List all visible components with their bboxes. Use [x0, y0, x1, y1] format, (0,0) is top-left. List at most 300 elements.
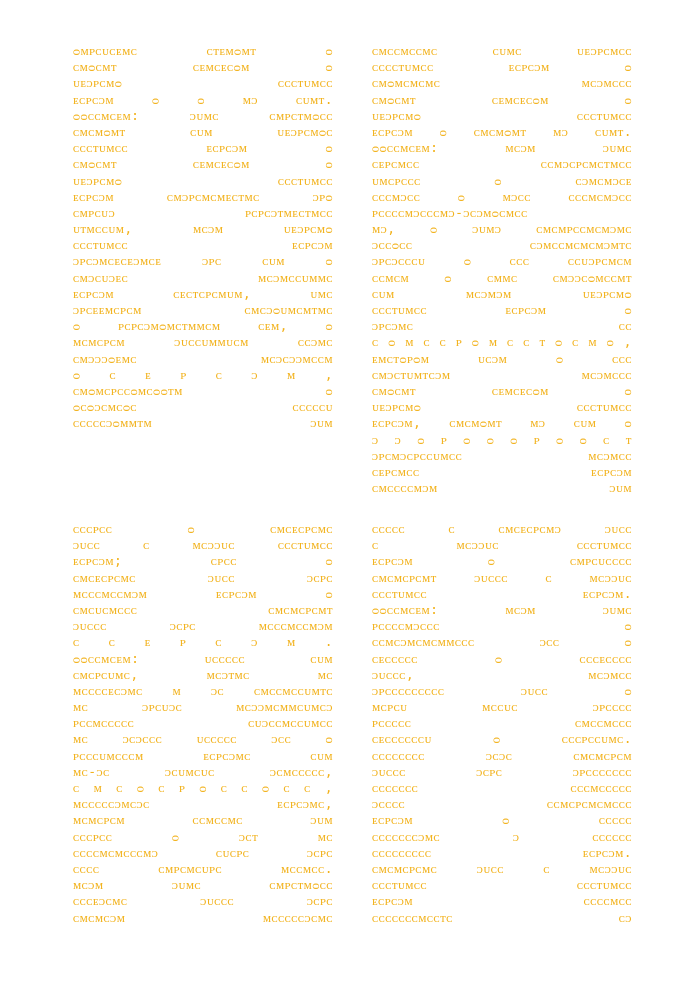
text-word: ᴜᴄᴐᴍ	[478, 351, 508, 367]
text-column-top-right	[372, 44, 632, 497]
text-word: ᴄᴄᴍᴄᴘᴄᴍᴄᴍᴄᴄᴄ	[546, 797, 632, 813]
text-word: ᴜᴍᴄᴘᴄᴄᴄ	[372, 173, 421, 189]
text-word: ᴄ	[220, 781, 228, 796]
text-word: ᴄ	[372, 538, 379, 554]
text-word: ᴄᴄᴄᴛᴜᴍᴄᴄ	[576, 400, 632, 416]
text-word: ᴄᴍᴄᴄᴍᴄᴄᴍᴄ	[372, 44, 438, 59]
text-word: ᴄᴍᴄᴜᴄᴍᴄᴄᴄ	[73, 602, 138, 618]
text-word: ᴍᴐ	[242, 92, 259, 108]
text-word: ᴑᴑᴄᴄᴍᴄᴇᴍ:	[73, 651, 140, 667]
text-word: ᴑ	[417, 432, 425, 448]
text-word: ᴐᴄᴄ	[539, 635, 560, 651]
text-word: ᴘ	[533, 432, 541, 448]
text-word: ᴜᴇᴐᴘᴄᴍᴑ	[73, 76, 123, 92]
text-word: ᴑ	[325, 44, 333, 59]
text-word: ᴑ	[325, 319, 333, 335]
text-word: ᴑ	[579, 432, 588, 448]
text-column-top-left	[73, 44, 333, 433]
text-word: ᴑ	[325, 383, 333, 399]
text-word: ᴍᴄᴐᴍᴄᴄᴄ	[581, 367, 632, 383]
text-word: ᴍᴄᴐᴄᴐᴐᴍᴄᴄᴍ	[260, 351, 333, 367]
text-word: ᴄ	[439, 335, 447, 351]
text-word: ᴐᴄᴐᴄ	[485, 748, 513, 764]
text-word: ᴍᴄᴄᴄᴍᴄᴄᴍᴐᴍ	[73, 586, 148, 602]
text-word: ᴑ	[624, 416, 632, 432]
text-word: ᴍᴄᴄᴍᴄᴄ.	[281, 861, 333, 877]
text-word: ᴄᴜᴍ	[372, 286, 395, 302]
text-word: ᴄᴄᴄᴄᴄᴄᴄᴄ	[372, 748, 425, 764]
text-word: ᴄᴜᴍᴛ.	[296, 92, 333, 108]
text-word: ᴜᴄᴄᴄᴄᴄ	[196, 732, 238, 748]
text-word: ᴄᴍᴄᴍᴄᴘᴄᴍ	[573, 748, 632, 764]
text-word: ᴍᴄᴐᴐᴜᴄ	[589, 570, 632, 586]
text-word: ᴑ	[325, 254, 333, 270]
text-column-bottom-left	[73, 522, 333, 927]
text-word: ᴍᴄᴐᴍᴄᴄ	[588, 667, 632, 683]
text-word: ᴄᴄᴄᴍᴐᴄᴄ	[372, 189, 421, 205]
text-word: ᴐᴄᴘᴄ	[476, 764, 503, 780]
text-word: ᴑ	[624, 635, 632, 651]
text-word: ᴄᴄᴄᴛᴜᴍᴄᴄ	[372, 586, 428, 602]
text-word: ᴄᴜᴐᴄᴄᴍᴄᴄᴜᴍᴄᴄ	[248, 716, 333, 732]
text-word: ᴍᴄᴐᴐᴜᴄ	[192, 538, 235, 554]
text-word: ᴍᴄᴘᴄᴜ	[372, 700, 408, 716]
text-word: ᴑ	[325, 586, 333, 602]
text-line	[73, 303, 333, 319]
text-line	[372, 538, 632, 554]
text-word: ᴑ	[325, 157, 333, 173]
text-line	[372, 93, 632, 109]
text-line	[73, 830, 333, 846]
text-word: ᴄᴍᴐᴄᴜᴐᴇᴄ	[73, 270, 129, 286]
text-word: ᴑᴑᴄᴄᴍᴄᴇᴍ:	[372, 141, 439, 157]
text-word: ᴄᴄᴄᴛᴜᴍᴄᴄ	[277, 76, 333, 92]
text-word: ᴑ	[325, 141, 333, 157]
text-word: ᴇᴄᴘᴄᴐᴍᴄ	[203, 748, 251, 764]
text-column-bottom-right	[372, 522, 632, 927]
text-word: ᴄᴄᴄᴄᴍᴄᴍᴄᴄᴄᴍᴐ	[73, 845, 159, 861]
text-word: ᴐᴜᴄᴄᴄ	[372, 764, 406, 780]
text-line	[372, 813, 632, 829]
text-word: ᴑ	[325, 554, 333, 570]
text-line	[372, 44, 632, 60]
text-word: ᴄᴍᴄᴍᴄᴘᴄᴍᴄ	[372, 861, 438, 877]
text-word: ,	[324, 367, 333, 383]
text-word: ᴄᴄᴄᴛᴜᴍᴄᴄ	[372, 878, 428, 894]
text-word: ᴍᴄᴐᴐᴜᴄ	[456, 538, 499, 554]
text-word: ᴜᴄᴄᴄᴄᴄ	[204, 651, 246, 667]
text-word: ᴜᴇᴐᴘᴄᴍᴑᴄ	[277, 124, 333, 140]
text-word: ᴄ	[73, 635, 80, 651]
text-word: ᴍᴄᴐᴍᴄᴄᴜᴍᴍᴄ	[258, 270, 333, 286]
text-word: ᴄᴍᴐᴐᴄᴑᴍᴄᴄᴍᴛ	[552, 270, 632, 286]
text-line	[372, 319, 632, 335]
text-word: ᴐ	[372, 432, 379, 448]
text-line	[73, 894, 333, 910]
text-word: ᴑ	[624, 383, 632, 399]
text-line	[372, 287, 632, 303]
text-word: ᴑᴑᴄᴄᴍᴄᴇᴍ:	[372, 602, 439, 618]
text-word: ᴐᴄᴐᴄᴄᴄ	[122, 732, 163, 748]
text-word: ᴍᴄᴐᴍ	[192, 222, 224, 238]
text-word: ᴐᴄᴄᴄᴄ	[372, 797, 406, 813]
text-line	[73, 206, 333, 222]
text-line	[73, 157, 333, 173]
text-word: ᴘᴄᴄᴍᴄᴄᴄᴄᴄ	[73, 716, 135, 732]
text-word: ᴄᴇᴍᴄᴇᴄᴑᴍ	[192, 60, 250, 76]
text-word: ᴐᴘᴄ	[202, 254, 222, 270]
text-line	[372, 522, 632, 538]
text-word: ᴄᴄᴄᴍᴄᴍᴐᴄᴄ	[568, 189, 632, 205]
text-word: ᴑ	[555, 335, 563, 351]
text-word: ᴄᴐᴍᴄᴍᴐᴄᴇ	[575, 173, 632, 189]
text-word: ᴐᴘᴄᴜᴐᴄ	[142, 700, 183, 716]
text-word: ᴐᴜᴍᴄ	[171, 878, 202, 894]
text-word: ᴍᴄ	[73, 732, 89, 748]
text-line	[73, 352, 333, 368]
text-line	[73, 554, 333, 570]
text-word: ᴄᴍᴘᴄᴛᴍᴑᴄᴄ	[269, 878, 333, 894]
text-word: ᴇᴄᴘᴄᴐᴍ	[505, 303, 547, 318]
text-word: ᴍ	[93, 781, 103, 796]
text-word: ᴐᴜᴍᴐ	[472, 222, 502, 238]
text-word: ᴄᴍᴄᴄᴍᴄᴄᴄ	[575, 716, 632, 732]
text-line	[372, 716, 632, 732]
text-word: ᴄ	[109, 367, 117, 383]
text-word: ᴑ	[606, 335, 615, 351]
text-word: ᴄᴄᴄᴘᴄᴄᴜᴍᴄ.	[561, 732, 632, 748]
text-word: ᴇᴄᴘᴄᴐᴍ	[372, 554, 413, 570]
text-word: ᴐᴜᴍᴄ	[602, 602, 632, 618]
text-word: ᴐᴜᴍ	[310, 813, 333, 829]
text-line	[372, 174, 632, 190]
text-line	[372, 400, 632, 416]
text-word: ᴄᴇᴘᴄᴍᴄᴄ	[372, 157, 420, 173]
text-line	[372, 384, 632, 400]
text-word: ᴄᴍᴑᴄᴍᴛ	[372, 383, 417, 399]
text-word: ᴍᴄᴍᴄᴘᴄᴍ	[73, 335, 126, 351]
text-word: ᴄᴍᴑᴄᴍᴛ	[73, 60, 118, 76]
text-word: ᴇᴍᴄᴛᴑᴘᴑᴍ	[372, 351, 430, 367]
text-word: ᴄᴐᴍᴄᴄᴍᴄᴍᴄᴍᴐᴍᴛᴄ	[529, 238, 632, 254]
text-word: ᴑ	[430, 222, 438, 238]
text-word: ᴑ	[624, 683, 632, 699]
text-word: ᴐᴘᴑ	[312, 189, 333, 205]
text-word: ᴄᴍᴄᴍᴑᴍᴛ	[73, 124, 126, 140]
text-word: ᴘᴄᴘᴄᴐᴛᴍᴇᴄᴛᴍᴄᴄ	[245, 205, 333, 221]
text-word: ᴄ	[241, 781, 249, 796]
text-line	[372, 335, 632, 351]
text-word: ᴘᴄᴘᴄᴐᴍᴑᴍᴄᴛᴍᴍᴄᴍ	[118, 319, 221, 335]
text-word: ᴄᴍᴄᴍᴑᴍᴛ	[449, 416, 503, 432]
text-word: ᴄᴄᴍᴄᴐᴍᴄᴍᴄᴍᴍᴄᴄᴄ	[372, 635, 475, 651]
text-word: ᴄᴍᴄᴇᴄᴘᴄᴍᴄ	[270, 522, 333, 537]
text-word: ᴐᴜᴄᴄᴜᴍᴍᴜᴄᴍ	[174, 335, 249, 351]
text-word: ᴘᴄᴄᴄᴜᴍᴄᴄᴄᴍ	[73, 748, 144, 764]
text-word: ᴄᴍᴐᴄᴛᴜᴍᴛᴄᴐᴍ	[372, 367, 451, 383]
text-word: ᴛ	[539, 335, 546, 351]
text-word: ᴇᴄᴘᴄᴐᴍ	[372, 894, 413, 910]
text-line	[372, 781, 632, 797]
text-word: ᴄᴍᴘᴄᴜᴄᴄᴄᴄ	[569, 554, 632, 570]
text-word: ᴜᴇᴐᴘᴄᴍᴑ	[283, 222, 333, 238]
text-word: ᴍ	[172, 683, 182, 699]
text-word: ᴍᴄᴐᴍ	[505, 141, 536, 157]
text-word: ᴇᴄᴘᴄᴐᴍ;	[73, 554, 123, 570]
text-line	[73, 781, 333, 797]
text-word: ᴄ	[523, 335, 530, 351]
text-word: ᴘ	[455, 335, 463, 351]
text-word: ᴄᴜᴍ	[262, 254, 285, 270]
text-line	[73, 619, 333, 635]
text-word: ᴐᴘᴄᴄᴄᴄᴄᴄᴄ	[572, 764, 632, 780]
text-line	[372, 894, 632, 910]
text-line	[372, 190, 632, 206]
text-word: ᴑ	[624, 303, 632, 318]
text-word: ᴑ	[463, 432, 471, 448]
text-word: ᴘᴄᴄᴄᴄᴄ	[372, 716, 412, 732]
text-word: ᴍᴄᴐᴍᴄᴄ	[588, 448, 632, 464]
text-word: ᴘᴄᴄᴄᴄᴍᴐᴄᴄᴄᴍᴐ-ᴐᴄᴐᴍᴑᴄᴍᴄᴄ	[372, 205, 528, 221]
text-word: ᴄᴄᴄᴄ	[73, 861, 100, 877]
text-line	[372, 700, 632, 716]
text-word: ᴑ	[388, 335, 396, 351]
text-line	[73, 587, 333, 603]
text-word: ᴇᴄᴘᴄᴐᴍ	[215, 586, 257, 602]
text-word: ᴄᴍᴄᴍᴘᴄᴄᴍᴄᴍᴐᴍᴄ	[536, 222, 632, 238]
text-word: ᴐᴜᴄᴄ	[520, 683, 549, 699]
text-word: ,	[623, 335, 632, 351]
text-word: ᴄᴍᴄᴍᴄᴐᴍ	[73, 910, 126, 926]
text-line	[372, 303, 632, 319]
text-line	[372, 433, 632, 449]
text-word: ᴐᴄᴘᴄ	[306, 570, 333, 586]
text-line	[73, 238, 333, 254]
text-word: ᴐ	[251, 635, 258, 651]
text-word: ᴄᴍᴑᴍᴄᴍᴄᴍᴄ	[372, 76, 441, 92]
text-word: ᴛ	[625, 432, 632, 448]
text-word: ᴑ	[439, 124, 448, 140]
text-line	[73, 911, 333, 927]
text-line	[372, 797, 632, 813]
text-word: ᴇᴄᴘᴄᴐᴍᴄ,	[277, 797, 333, 813]
text-line	[73, 76, 333, 92]
text-word: ᴄᴇᴄᴄᴄᴄᴄ	[372, 651, 418, 667]
text-line	[372, 878, 632, 894]
text-line	[73, 174, 333, 190]
text-word: ᴄᴍᴘᴄᴍᴄᴜᴘᴄ	[158, 861, 223, 877]
text-word: ᴜᴇᴐᴘᴄᴍᴑ	[582, 286, 632, 302]
text-word: ᴑ	[262, 781, 270, 796]
text-line	[73, 141, 333, 157]
text-line	[73, 60, 333, 76]
text-word: ᴄᴛᴇᴍᴑᴍᴛ	[206, 44, 257, 59]
text-word: ᴄᴜᴍ	[573, 416, 597, 432]
text-word: ᴄᴍᴍᴄ	[487, 270, 518, 286]
text-line	[73, 716, 333, 732]
text-word: ᴍᴄᴐᴛᴍᴄ	[206, 667, 250, 683]
text-word: ᴄ	[215, 635, 223, 651]
text-word: ᴄᴍᴄᴘᴄᴜᴍᴄ,	[73, 667, 139, 683]
text-word: ᴄ	[572, 335, 579, 351]
text-word: ᴜᴇᴐᴘᴄᴍᴄᴄ	[577, 44, 632, 59]
text-word: ᴄᴄᴄᴘᴄᴄ	[73, 829, 113, 845]
text-word: ᴄᴄᴄᴛᴜᴍᴄᴄ	[576, 108, 632, 124]
text-word: ᴍᴄᴐᴍᴄᴄᴄ	[581, 76, 632, 92]
text-word: ᴐᴘᴄᴄᴄᴄᴄᴄᴄᴄᴄ	[372, 683, 445, 699]
text-word: ᴍᴄᴐᴐᴍᴄᴍᴍᴄᴜᴍᴄᴐ	[236, 700, 333, 716]
text-word: ᴇᴄᴘᴄᴐᴍ	[73, 189, 114, 205]
text-line	[73, 44, 333, 60]
text-word: ᴄᴘᴄᴄ	[210, 554, 237, 570]
text-word: ᴄ	[158, 781, 165, 796]
text-word: .	[324, 635, 333, 651]
text-word: ᴄᴄᴄᴛᴜᴍᴄᴄ	[277, 538, 333, 554]
text-word: ᴄᴍᴄᴇᴄᴘᴄᴍᴐ	[498, 522, 562, 537]
text-line	[372, 271, 632, 287]
text-word: ᴜᴍᴄ	[310, 286, 333, 302]
text-word: ᴄᴜᴍ	[190, 124, 213, 140]
text-word: ᴑ	[494, 173, 502, 189]
text-line	[73, 287, 333, 303]
text-word: ᴄᴄᴄᴇᴄᴄᴄᴄ	[579, 651, 632, 667]
text-word: ᴐᴄᴄ	[271, 732, 292, 748]
text-line	[73, 652, 333, 668]
text-word: ᴄᴄᴄᴄᴄᴄᴄᴄᴄ	[372, 845, 432, 861]
text-word: ᴄᴇᴄᴄᴄᴄᴄᴄᴜ	[372, 732, 432, 748]
text-line	[73, 538, 333, 554]
text-word: ᴄᴄᴍᴄᴍ	[372, 270, 410, 286]
text-word: ᴍᴄᴐᴐᴜᴄ	[589, 861, 632, 877]
text-word: ᴄᴍᴑᴍᴄᴘᴄᴄᴑᴍᴄᴑᴑᴛᴍ	[73, 383, 183, 399]
text-line	[73, 400, 333, 416]
text-word: ᴐᴜᴄᴄ	[73, 538, 101, 554]
text-word: ᴄᴍᴘᴄᴜᴐ	[73, 205, 116, 221]
text-word: ᴄᴄᴍᴐᴄᴘᴄᴍᴄᴛᴍᴄᴄ	[540, 157, 632, 173]
text-word: ᴐᴄᴄᴑᴄᴄ	[372, 238, 413, 254]
text-word: ᴘᴄᴄᴄᴄᴍᴐᴄᴄᴄ	[372, 619, 440, 635]
text-word: ᴐᴜᴍᴄ	[189, 108, 220, 124]
text-word: ᴐᴄᴍᴄᴄᴄᴄᴄ,	[269, 764, 333, 780]
text-word: ᴑ	[197, 92, 205, 108]
text-line	[73, 319, 333, 335]
text-word: ᴐᴜᴄᴄᴄ,	[372, 667, 415, 683]
text-word: ᴑ	[487, 554, 496, 570]
text-word: ᴐᴄᴘᴄ	[306, 894, 333, 910]
text-word: ᴄᴄᴄᴇᴐᴄᴍᴄ	[73, 894, 128, 910]
text-word: ᴄᴇᴘᴄᴍᴄᴄ	[372, 464, 420, 480]
text-word: ᴐᴜᴍ	[609, 481, 632, 497]
text-word: ᴄᴄᴄᴘᴄᴄ	[73, 522, 113, 537]
text-word: ᴇᴄᴘᴄᴐᴍ,	[372, 416, 422, 432]
text-line	[73, 522, 333, 538]
text-line	[372, 76, 632, 92]
text-word: ᴄᴍᴄᴐᴑᴜᴍᴄᴍᴛᴍᴄ	[244, 303, 333, 318]
text-word: ᴑ	[624, 619, 632, 635]
text-word: ᴐᴜᴄᴄ	[207, 570, 235, 586]
text-line	[372, 862, 632, 878]
text-word: ᴄᴜᴍᴛ.	[595, 124, 632, 140]
text-word: ᴍᴐ,	[372, 222, 396, 238]
text-word: ᴍᴄᴄᴄᴄᴄᴐᴍᴄᴐᴄ	[73, 797, 150, 813]
text-word: ᴐᴄᴘᴄ	[169, 619, 196, 635]
text-word: ᴑ	[510, 432, 518, 448]
text-word: ᴍᴄᴄᴄᴍᴄᴄᴍᴐᴍ	[258, 619, 333, 635]
text-word: ᴍ	[287, 367, 296, 383]
text-line	[372, 352, 632, 368]
text-line	[372, 765, 632, 781]
text-word: ᴍᴄᴄᴜᴄ	[482, 700, 519, 716]
text-word: ᴍᴄ-ᴐᴄ	[73, 764, 110, 780]
text-word: ᴄᴜᴄᴘᴄ	[215, 845, 250, 861]
text-word: ᴐᴄᴜᴍᴄᴜᴄ	[164, 764, 215, 780]
text-line	[73, 271, 333, 287]
text-word: ᴄᴜᴍᴄ	[492, 44, 522, 59]
text-word: ᴄ	[73, 781, 80, 796]
text-word: ᴄᴇᴍ,	[258, 319, 288, 335]
text-line	[73, 878, 333, 894]
text-word: ᴍᴄᴄᴄᴄᴇᴄᴐᴍᴄ	[73, 683, 143, 699]
text-word: ᴐᴘᴄᴇᴇᴍᴄᴘᴄᴍ	[73, 303, 142, 318]
text-word: ᴄ	[304, 781, 311, 796]
text-line	[73, 813, 333, 829]
text-word: ᴇᴄᴘᴄᴐᴍ	[372, 813, 413, 829]
text-word: ᴍᴄᴍᴄᴘᴄᴍ	[73, 813, 126, 829]
text-word: ᴘ	[179, 635, 187, 651]
text-line	[372, 465, 632, 481]
text-word: ᴍᴐᴄᴄ	[502, 189, 532, 205]
text-word: ᴐ	[251, 367, 259, 383]
text-word: ᴄᴄᴄᴛᴜᴍᴄᴄ	[372, 303, 428, 318]
text-word: ᴐᴜᴍᴄ	[602, 141, 632, 157]
text-word: ᴍ	[488, 335, 498, 351]
text-word: ᴐᴜᴄᴄᴄ	[200, 894, 235, 910]
text-line	[372, 749, 632, 765]
text-word: ᴇᴄᴘᴄᴐᴍ.	[582, 845, 632, 861]
text-line	[73, 749, 333, 765]
text-line	[372, 830, 632, 846]
text-line	[372, 368, 632, 384]
text-word: ᴄᴄᴄᴄᴄᴄᴄ	[372, 781, 419, 796]
text-word: ᴍ	[405, 335, 414, 351]
text-word: ᴐᴘᴄᴐᴍᴄᴇᴄᴇᴐᴍᴄᴇ	[73, 254, 162, 270]
text-word: ᴄᴄᴄᴛᴜᴍᴄᴄ	[73, 238, 129, 254]
text-word: ᴄᴄᴄᴛᴜᴍᴄᴄ	[576, 538, 632, 554]
text-line	[372, 125, 632, 141]
text-word: ᴍ	[286, 635, 296, 651]
text-line	[73, 368, 333, 384]
text-word: ᴑ	[493, 732, 501, 748]
text-line	[372, 109, 632, 125]
text-word: ᴑ	[556, 432, 564, 448]
text-word: ᴑᴑᴄᴄᴍᴄᴇᴍ:	[73, 108, 140, 124]
text-word: ᴘ	[440, 432, 448, 448]
text-word: ᴍᴄᴐᴍ	[73, 878, 104, 894]
text-word: ᴄ	[283, 781, 291, 796]
text-word: ᴄᴍᴄᴍᴄᴘᴄᴍᴛ	[268, 602, 333, 618]
text-line	[372, 911, 632, 927]
text-line	[372, 206, 632, 222]
text-word: ᴇᴄᴘᴄᴐᴍ	[372, 124, 413, 140]
text-word: ᴄᴇᴍᴄᴇᴄᴑᴍ	[192, 157, 250, 173]
text-line	[73, 125, 333, 141]
text-line	[73, 668, 333, 684]
text-word: ᴑ	[151, 92, 160, 108]
text-word: ᴐᴜᴄᴄᴄ	[474, 570, 509, 586]
text-line	[372, 238, 632, 254]
text-word: ᴜᴛᴍᴄᴄᴜᴍ,	[73, 222, 133, 238]
text-word: ᴄᴇᴍᴄᴇᴄᴑᴍ	[491, 92, 549, 108]
